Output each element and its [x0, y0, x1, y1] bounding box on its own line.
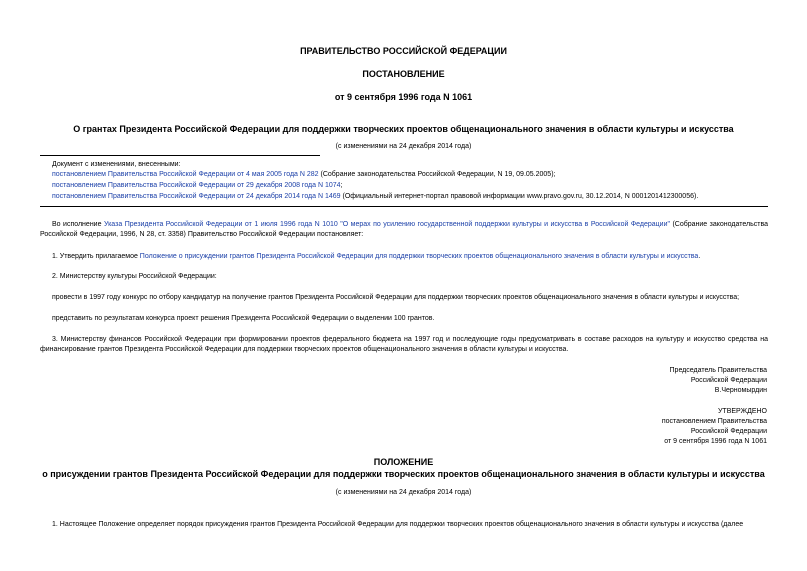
amendments-intro: Документ с изменениями, внесенными: [52, 161, 181, 168]
amendment-link[interactable]: постановлением Правительства Российской Федерации от 4 мая 2005 года N 282 [52, 171, 319, 178]
regulation-paragraph-1: 1. Настоящее Положение определяет порядок присуждения грантов Президента Российской Федерации для поддержки творческих проектов общенационального значения в области культуры и искусства (далее [52, 521, 744, 528]
paragraph-3: 3. Министерству финансов Российской Федерации при формировании проектов федерального бюджета на 1997 год и последующие годы предусматривать в составе расходов на культуру и искусство средства на финансирование грантов Президента Российской Федерации для поддержки творческих проектов общенационального значения в области культуры и искусства. [40, 336, 768, 353]
amendment-item: постановлением Правительства Российской Федерации от 24 декабря 2014 года N 1469 (Официальный интернет-портал правовой информации www.pravo.gov.ru, 30.12.2014, N 0001201412300056). [52, 193, 699, 200]
paragraph-2-item-1: провести в 1997 году конкурс по отбору кандидатур на получение грантов Президента Российской Федерации для поддержки творческих проектов общенационального значения в области культуры и искусства; [52, 294, 740, 301]
regulation-subheading: о присуждении грантов Президента Российской Федерации для поддержки творческих проектов общенационального значения в области культуры и искусства [42, 469, 765, 479]
approval-line: Российской Федерации [690, 428, 767, 435]
regulation-revision: (с изменениями на 24 декабря 2014 года) [335, 489, 472, 496]
amendment-link[interactable]: постановлением Правительства Российской Федерации от 29 декабря 2008 года N 1074 [52, 182, 341, 189]
decree-link[interactable]: Указа Президента Российской Федерации от 1 июля 1996 года N 1010 "О мерах по усилению государственной поддержки культуры и искусства в Российской Федерации" [103, 221, 670, 228]
doc-date-number: от 9 сентября 1996 года N 1061 [334, 92, 473, 102]
divider-top [40, 155, 320, 156]
paragraph-preamble: Во исполнение Указа Президента Российской Федерации от 1 июля 1996 года N 1010 "О мерах по усилению государственной поддержки культуры и искусства в Российской Федерации" (Собрание законодательства Российской Федерации, 1996, N 28, ст. 3358) Правительство Российской Федерации постановляет: [40, 221, 768, 238]
regulation-heading: ПОЛОЖЕНИЕ [373, 457, 434, 467]
amendment-item: постановлением Правительства Российской Федерации от 4 мая 2005 года N 282 (Собрание законодательства Российской Федерации, N 19, 09.05.2005); [52, 171, 556, 178]
signature-line: Российской Федерации [690, 377, 767, 384]
paragraph-2-item-2: представить по результатам конкурса проект решения Президента Российской Федерации о выделении 100 грантов. [52, 315, 435, 322]
divider-bottom [40, 206, 768, 207]
paragraph-2: 2. Министерству культуры Российской Федерации: [52, 273, 217, 280]
paragraph-1: 1. Утвердить прилагаемое Положение о присуждении грантов Президента Российской Федерации для поддержки творческих проектов общенационального значения в области культуры и искусства. [52, 253, 701, 260]
amendment-item: постановлением Правительства Российской Федерации от 29 декабря 2008 года N 1074; [52, 182, 343, 189]
doc-type: ПОСТАНОВЛЕНИЕ [362, 69, 445, 79]
org-title: ПРАВИТЕЛЬСТВО РОССИЙСКОЙ ФЕДЕРАЦИИ [300, 46, 507, 56]
approval-block [662, 407, 767, 447]
regulation-link[interactable]: Положение о присуждении грантов Президента Российской Федерации для поддержки творческих проектов общенационального значения в области культуры и искусства [139, 253, 699, 260]
approval-line: от 9 сентября 1996 года N 1061 [664, 438, 767, 445]
doc-title: О грантах Президента Российской Федерации для поддержки творческих проектов общенационального значения в области культуры и искусства [73, 124, 734, 134]
approval-line: УТВЕРЖДЕНО [717, 408, 767, 415]
signature-line: В.Черномырдин [714, 387, 767, 394]
amendment-link[interactable]: постановлением Правительства Российской Федерации от 24 декабря 2014 года N 1469 [52, 193, 341, 200]
doc-revision: (с изменениями на 24 декабря 2014 года) [335, 143, 472, 150]
approval-line: постановлением Правительства [661, 418, 767, 425]
signature-line: Председатель Правительства [669, 367, 767, 374]
signature-block [670, 366, 767, 396]
